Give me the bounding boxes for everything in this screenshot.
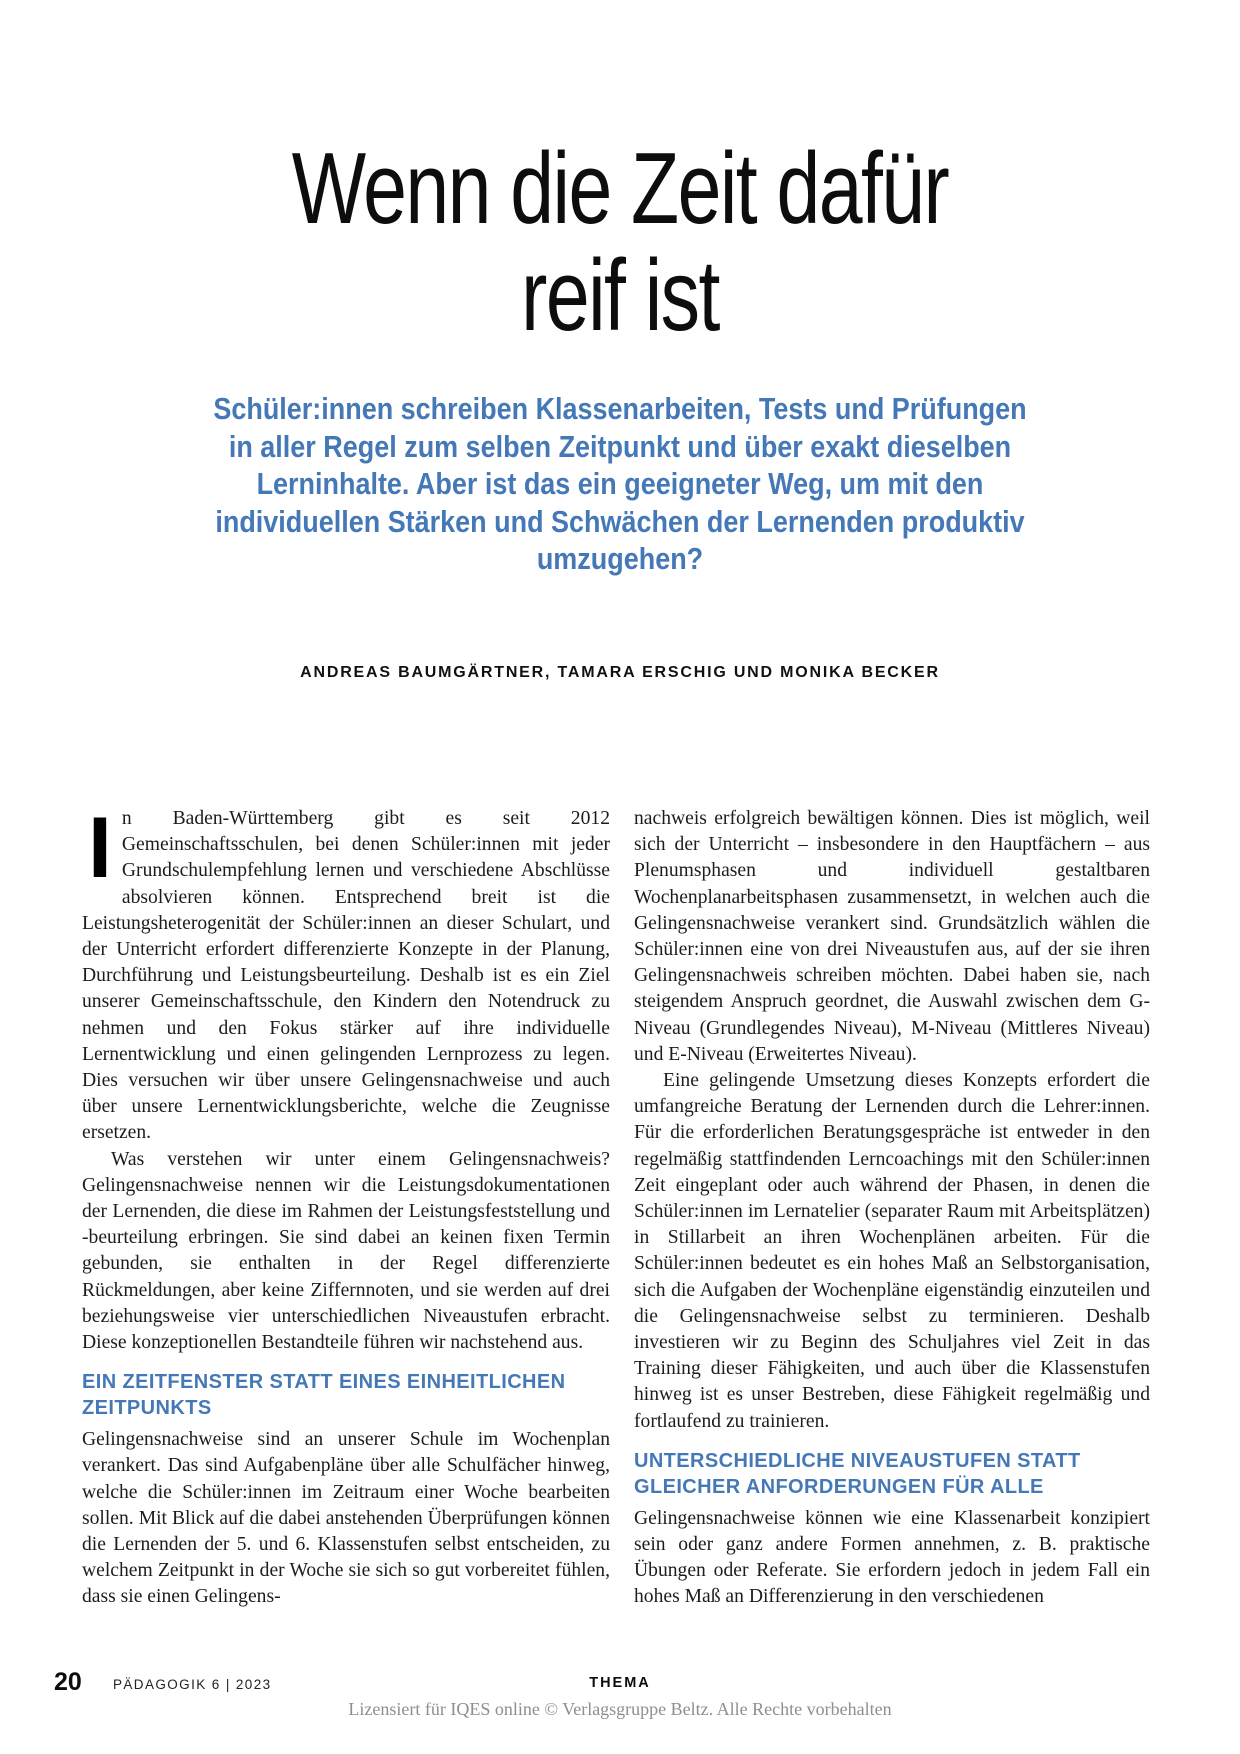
page-number: 20 <box>54 1668 82 1696</box>
paragraph-formen: Gelingensnachweise können wie eine Klassenarbeit konzipiert sein oder ganz andere Formen annehmen, z. B. praktische Übungen oder Referate. Sie erfordern jedoch in jedem Fall ein hohes Maß an Differenzierung in den verschiedenen <box>634 1507 1150 1608</box>
lead-paragraph-text <box>81 390 1160 578</box>
journal-name: PÄDAGOGIK 6 | 2023 <box>113 1677 272 1692</box>
lead-line-2: in aller Regel zum selben Zeitpunkt und über exakt dieselben <box>228 428 1012 464</box>
lead-line-4: individuellen Stärken und Schwächen der Lernenden produktiv <box>215 503 1025 539</box>
dropcap-letter: I <box>88 800 112 896</box>
section-heading-zeitfenster: EIN ZEITFENSTER STATT EINES EINHEITLICHEN ZEITPUNKTS <box>82 1371 566 1420</box>
title-line-1: Wenn die Zeit dafür <box>291 133 949 245</box>
page-title-text <box>136 133 1103 352</box>
paragraph-niveaustufen-auswahl: nachweis erfolgreich bewältigen können. Dies ist möglich, weil sich der Unterricht – insbesondere in den Hauptfächern – aus Plenumsphasen und individuell gestaltbaren Wochenplanarbeitsphasen zusammensetzt, in welchen auch die Gelingensnachweise verankert sind. Grundsätzlich wählen die Schüler:innen eine von drei Niveaustufen aus, auf der sie ihren Gelingensnachweis schreiben möchten. Dabei haben sie, nach steigendem Anspruch geordnet, die Auswahl zwischen dem G-Niveau (Grundlegendes Niveau), M-Niveau (Mittleres Niveau) und E-Niveau (Erweitertes Niveau). <box>634 808 1150 1065</box>
lead-line-5: umzugehen? <box>536 541 704 576</box>
paragraph-gelingensnachweis-definition: Was verstehen wir unter einem Gelingensnachweis? Gelingensnachweise nennen wir die Leistungsdokumentationen der Lernenden, die diese im Rahmen der Leistungsfeststellung und -beurteilung erbringen. Sie sind dabei an keinen fixen Termin gebunden, sie enthalten in der Regel differenzierte Rückmeldungen, aber keine Ziffernnoten, und sie werden auf drei beziehungsweise vier unterschiedlichen Niveaustufen erbracht. Diese konzeptionellen Bestandteile führen wir nachstehend aus. <box>82 1148 610 1354</box>
paragraph-intro-text: n Baden-Württemberg gibt es seit 2012 Gemeinschaftsschulen, bei denen Schüler:innen mit jeder Grundschulempfehlung lernen und verschiedene Abschlüsse absolvieren können. Entsprechend breit ist die Leistungsheterogenität der Schüler:innen an dieser Schulart, und der Unterricht erfordert differenzierte Konzepte in der Planung, Durchführung und Leistungsbeurteilung. Deshalb ist es ein Ziel unserer Gemeinschaftsschule, den Kindern den Notendruck zu nehmen und den Fokus stärker auf ihre individuelle Lernentwicklung und einen gelingenden Lernprozess zu legen. Dies versuchen wir über unsere Gelingensnachweise und auch über unsere Lernentwicklungsberichte, welche die Zeugnisse ersetzen. <box>82 808 610 1144</box>
lead-line-1: Schüler:innen schreiben Klassenarbeiten, Tests und Prüfungen <box>213 391 1027 426</box>
section-label: THEMA <box>589 1675 651 1691</box>
column-right <box>634 806 1150 1611</box>
lead-line-3: Lerninhalte. Aber ist das ein geeigneter Weg, um mit den <box>256 466 984 501</box>
paragraph-intro <box>82 800 610 1147</box>
paragraph-beratung: Eine gelingende Umsetzung dieses Konzepts erfordert die umfangreiche Beratung der Lernenden durch die Lehrer:innen. Für die erforderlichen Beratungsgespräche ist entweder in den regelmäßig stattfindenden Lerncoachings mit den Schüler:innen Zeit eingeplant oder auch während der Phasen, in denen die Schüler:innen im Lernatelier (separater Raum mit Arbeitsplätzen) in Stillarbeit an ihren Wochenplänen arbeiten. Für die Schüler:innen bedeutet es ein hohes Maß an Selbstorganisation, sich die Aufgaben der Wochenpläne eigenständig einzuteilen und die Gelingensnachweise selbst zu terminieren. Deshalb investieren wir zu Beginn des Schuljahres viel Zeit in das Training dieser Fähigkeiten, und auch über die Klassenstufen hinweg ist es unser Bestreben, diese Fähigkeit regelmäßig und fortlaufend zu trainieren. <box>634 1070 1150 1432</box>
section-heading-niveaustufen: UNTERSCHIEDLICHE NIVEAUSTUFEN STATT GLEICHER ANFORDERUNGEN FÜR ALLE <box>634 1449 1081 1498</box>
title-line-2: reif ist <box>521 240 719 352</box>
page-title <box>0 133 1240 352</box>
column-left <box>82 800 610 1611</box>
lead-paragraph <box>0 390 1240 578</box>
license-line: Lizensiert für IQES online © Verlagsgruppe Beltz. Alle Rechte vorbehalten <box>348 1699 892 1719</box>
paragraph-wochenplan: Gelingensnachweise sind an unserer Schule im Wochenplan verankert. Das sind Aufgabenpläne über alle Schulfächer hinweg, welche die Schüler:innen im Zeitraum einer Woche bearbeiten sollen. Mit Blick auf die dabei anstehenden Überprüfungen können die Lernenden der 5. und 6. Klassenstufen selbst entscheiden, zu welchem Zeitpunkt in der Woche sie sich so gut vorbereitet fühlen, dass sie einen Gelingens- <box>82 1429 610 1608</box>
authors-line: ANDREAS BAUMGÄRTNER, TAMARA ERSCHIG UND MONIKA BECKER <box>300 664 940 681</box>
